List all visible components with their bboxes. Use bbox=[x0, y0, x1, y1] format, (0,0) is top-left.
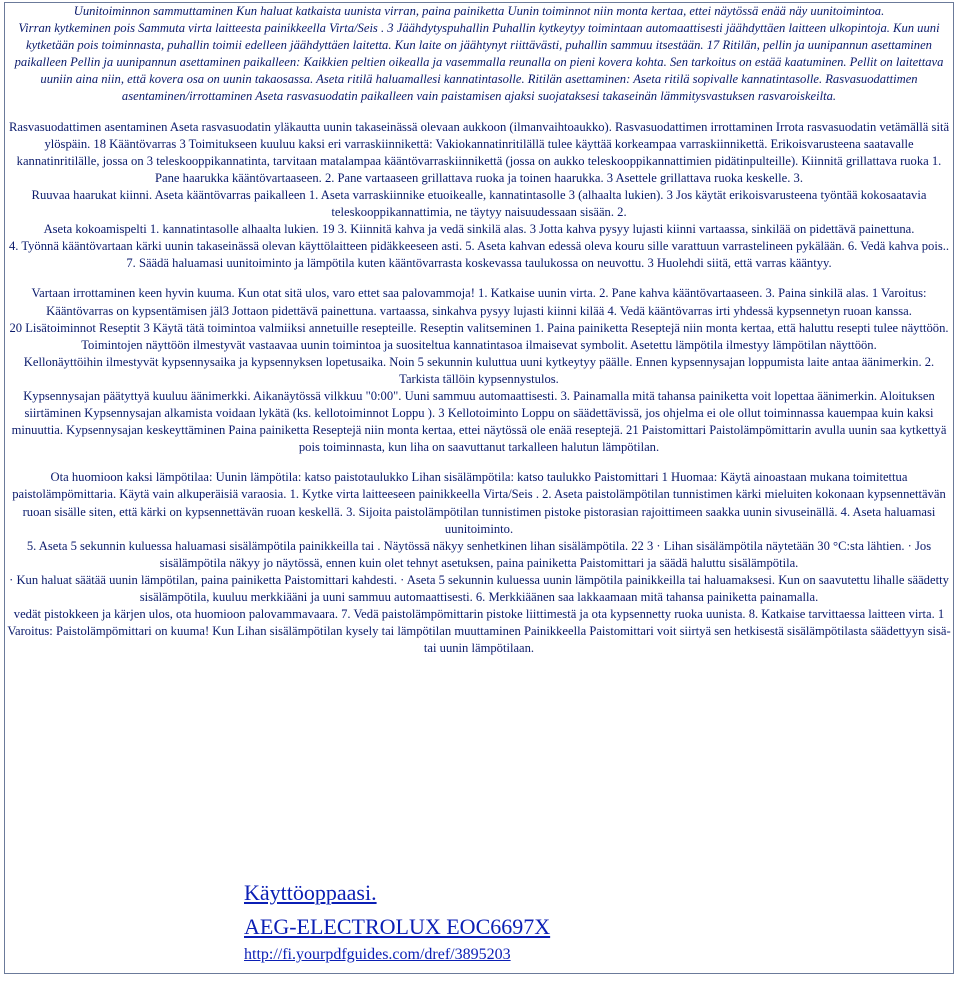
paragraph-spit-removal: Vartaan irrottaminen keen hyvin kuuma. Kun otat sitä ulos, varo ettet saa palovammoja! 1. Katkaise uunin virta. 2. Pane kahva kääntövartaaseen. 3. Paina sinkilä alas. 1 Varoitus: Kääntövarras on kypsentämisen jäl3 Jottaon pidettävä painettuna. vartaassa, sinkahva pysyy lujasti kiinni kilää 4. Vedä kääntövarras irti yhdessä kypsennetyn ruoan kanssa. bbox=[31, 286, 927, 318]
paragraph-core-temperature: 5. Aseta 5 sekunnin kuluessa haluamasi sisälämpötila painikkeilla tai . Näytössä näkyy senhetkinen lihan sisälämpötila. 22 3 · Lihan sisälämpötila näytetään 30 °C:sta lähtien. · Jos sisälämpötila näkyy jo näytössä, ennen kuin olet tehnyt asetuksen, paina painiketta Paistomittari ja säädä haluttu sisälämpötila. bbox=[26, 538, 932, 570]
paragraph-probe-removal: vedät pistokkeen ja kärjen ulos, ota huomioon palovammavaara. 7. Vedä paistolämpömittarin pistoke liittimestä ja ota kypsennetty ruoka uunista. 8. Katkaise tarvittaessa laitteen virta. 1 Varoitus: Paistolämpömittari on kuuma! Kun Lihan sisälämpötilan kysely tai lämpötilan muuttaminen Painikkeella Paistomittari voit siirtyä sen hetkisestä sisälämpötilasta säädettyyn sisä- tai uunin lämpötilaan. bbox=[7, 607, 951, 656]
paragraph-fan-and-shelves: Virran kytkeminen pois Sammuta virta laitteesta painikkeella Virta/Seis . 3 Jäähdytyspuhallin Puhallin kytkeytyy toimintaan automaattisesti jäähdyttäen laitteen ulkopintoja. Kun uuni kytketään pois toiminnasta, puhallin toimii edelleen jäähdyttäen laitetta. Kun laite on jäähtynyt riittävästi, puhallin sammuu itsestään. 17 Ritilän, pellin ja uunipannun asettaminen paikalleen Pellin ja uunipannun asettaminen paikalleen: Kaikkien peltien oikealla ja vasemmalla reunalla on pieni kovera kohta. Sen tarkoitus on estää kaatuminen. Pellit on laitettava uuniin aina niin, että kovera osa on uunin takaosassa. Aseta ritilä haluamallesi kannatintasolle. Ritilän asettaminen: Aseta ritilä sopivalle kannatintasolle. Rasvasuodattimen asentaminen/irrottaminen Aseta rasvasuodatin paikalleen vain paistamisen ajaksi suojataksesi takaseinän lämmitysvastuksen rasvaroiskeilta. bbox=[14, 21, 944, 104]
document-body bbox=[6, 3, 952, 657]
paragraph-recipes: 20 Lisätoiminnot Reseptit 3 Käytä tätä toimintoa valmiiksi annetuille resepteille. Reseptin valitseminen 1. Paina painiketta Reseptejä niin monta kertaa, että haluttu resepti tulee näyttöön. Toimintojen näyttöön ilmestyvät vastaavaa uunin toimintoa ja suositeltua kannatintasoa ilmaisevat symbolit. Asetettu lämpötila ilmestyy lämpötilan näyttöön. bbox=[9, 320, 949, 352]
guide-links bbox=[244, 880, 550, 966]
paragraph-meat-probe: Ota huomioon kaksi lämpötilaa: Uunin lämpötila: katso paistotaulukko Lihan sisälämpötila: katso taulukko Paistomittari 1 Huomaa: Käytä ainoastaan mukana toimitettua paistolämpömittaria. Käytä vain alkuperäisiä varaosia. 1. Kytke virta laitteeseen painikkeella Virta/Seis . 2. Aseta paistolämpötilan tunnistimen kärki mieluiten kokonaan kypsennettävän ruoan sisälle siten, että kärki on kypsennettävän ruoan keskellä. 3. Sijoita paistolämpötilan tunnistimen pistoke pistorasian rajoittimeen saakka uunin sivuseinällä. 4. Aseta haluamasi uunitoiminto. bbox=[12, 470, 946, 536]
paragraph-cooking-time: Kellonäyttöihin ilmestyvät kypsennysaika ja kypsennyksen lopetusaika. Noin 5 sekunnin kuluttua uuni kytkeytyy päälle. Ennen kypsennysajan loppumista laite antaa äänimerkin. 2. Tarkista tällöin kypsennystulos. bbox=[23, 354, 935, 386]
paragraph-rotisserie-screw: Ruuvaa haarukat kiinni. Aseta kääntövarras paikalleen 1. Aseta varraskiinnike etuoikealle, kannatintasolle 3 (alhaalta lukien). 3 Jos käytät erikoisvarusteena työntää kokosaatavia teleskooppikannattimia, ne täytyy naisuudessaan sisään. 2. bbox=[31, 187, 927, 220]
paragraph-oven-off: Uunitoiminnon sammuttaminen Kun haluat katkaista uunista virran, paina painiketta Uunin toiminnot niin monta kertaa, ettei näytössä enää näy uunitoimintoa. bbox=[73, 4, 885, 18]
paragraph-rotisserie-steps: 4. Työnnä kääntövartaan kärki uunin takaseinässä olevan käyttölaitteen pidäkkeeseen asti. 5. Aseta kahvan edessä oleva kouru sille varattuun varrastelineen pykälään. 6. Vedä kahva pois.. 7. Säädä haluamasi uunitoiminto ja lämpötila kuten kääntövarrasta koskevassa taulukossa on neuvottu. 3 Huolehdi siitä, että varras kääntyy. bbox=[8, 239, 950, 271]
paragraph-drip-tray: Aseta kokoamispelti 1. kannatintasolle alhaalta lukien. 19 3. Kiinnitä kahva ja vedä sinkilä alas. 3 Jotta kahva pysyy lujasti kiinni vartaassa, sinkilää on pidettävä painettuna. bbox=[43, 222, 915, 237]
paragraph-grease-filter-rotisserie: Rasvasuodattimen asentaminen Aseta rasvasuodatin yläkautta uunin takaseinässä olevaan aukkoon (ilmanvaihtoaukko). Rasvasuodattimen irrottaminen Irrota rasvasuodatin vetämällä sitä ylöspäin. 18 Kääntövarras 3 Toimitukseen kuuluu kaksi eri varraskiinnikettä: Vakiokannatinritilällä tulee käyttää korkeampaa varraskiinnikettä. Erikoisvarusteena saatavalle kannatinritilälle, jossa on 3 teleskooppikannatinta, tarvitaan matalampaa kääntövarraskiinnikettä (jossa on aukko teleskooppikannattimien pidätinpulteille). Kiinnitä grillattava ruoka 1. Pane haarukka kääntövartaaseen. 2. Pane vartaaseen grillattava ruoka ja toinen haarukka. 3 Asettele grillattava ruoka keskelle. 3. bbox=[8, 119, 950, 185]
manual-title-link[interactable]: Käyttöoppaasi. bbox=[244, 880, 377, 905]
product-model-link[interactable]: AEG-ELECTROLUX EOC6697X bbox=[244, 914, 551, 939]
paragraph-oven-temperature: · Kun haluat säätää uunin lämpötilan, paina painiketta Paistomittari kahdesti. · Aseta 5 sekunnin kuluessa uunin lämpötila painikkeilla tai haluamaksesi. Kun on saavutettu lihalle säädetty sisälämpötila, kuuluu merkkiääni ja uuni sammuu automaattisesti. 6. Merkkiäänen saa lakkaamaan mitä tahansa painiketta painamalla. bbox=[9, 572, 949, 604]
guide-url-link[interactable]: http://fi.yourpdfguides.com/dref/3895203 bbox=[244, 946, 511, 963]
paragraph-end-signal: Kypsennysajan päätyttyä kuuluu äänimerkki. Aikanäytössä vilkkuu "0:00". Uuni sammuu automaattisesti. 3. Painamalla mitä tahansa painiketta voit lopettaa äänimerkin. Aloituksen siirtäminen Kypsennysajan alkamista voidaan lykätä (ks. kellotoiminnot Loppu ). 3 Kellotoiminto Loppu on säädettävissä, jos ohjelma ei ole ollut toiminnassa kauempaa kuin kaksi minuuttia. Kypsennysajan keskeyttäminen Paina painiketta Reseptejä niin monta kertaa, ettei näytössä ole enää reseptejä. 21 Paistomittari Paistolämpömittarin avulla uunin saa kytkettyä pois toiminnasta, kun liha on saavuttanut tarkalleen halutun lämpötilan. bbox=[11, 388, 947, 455]
